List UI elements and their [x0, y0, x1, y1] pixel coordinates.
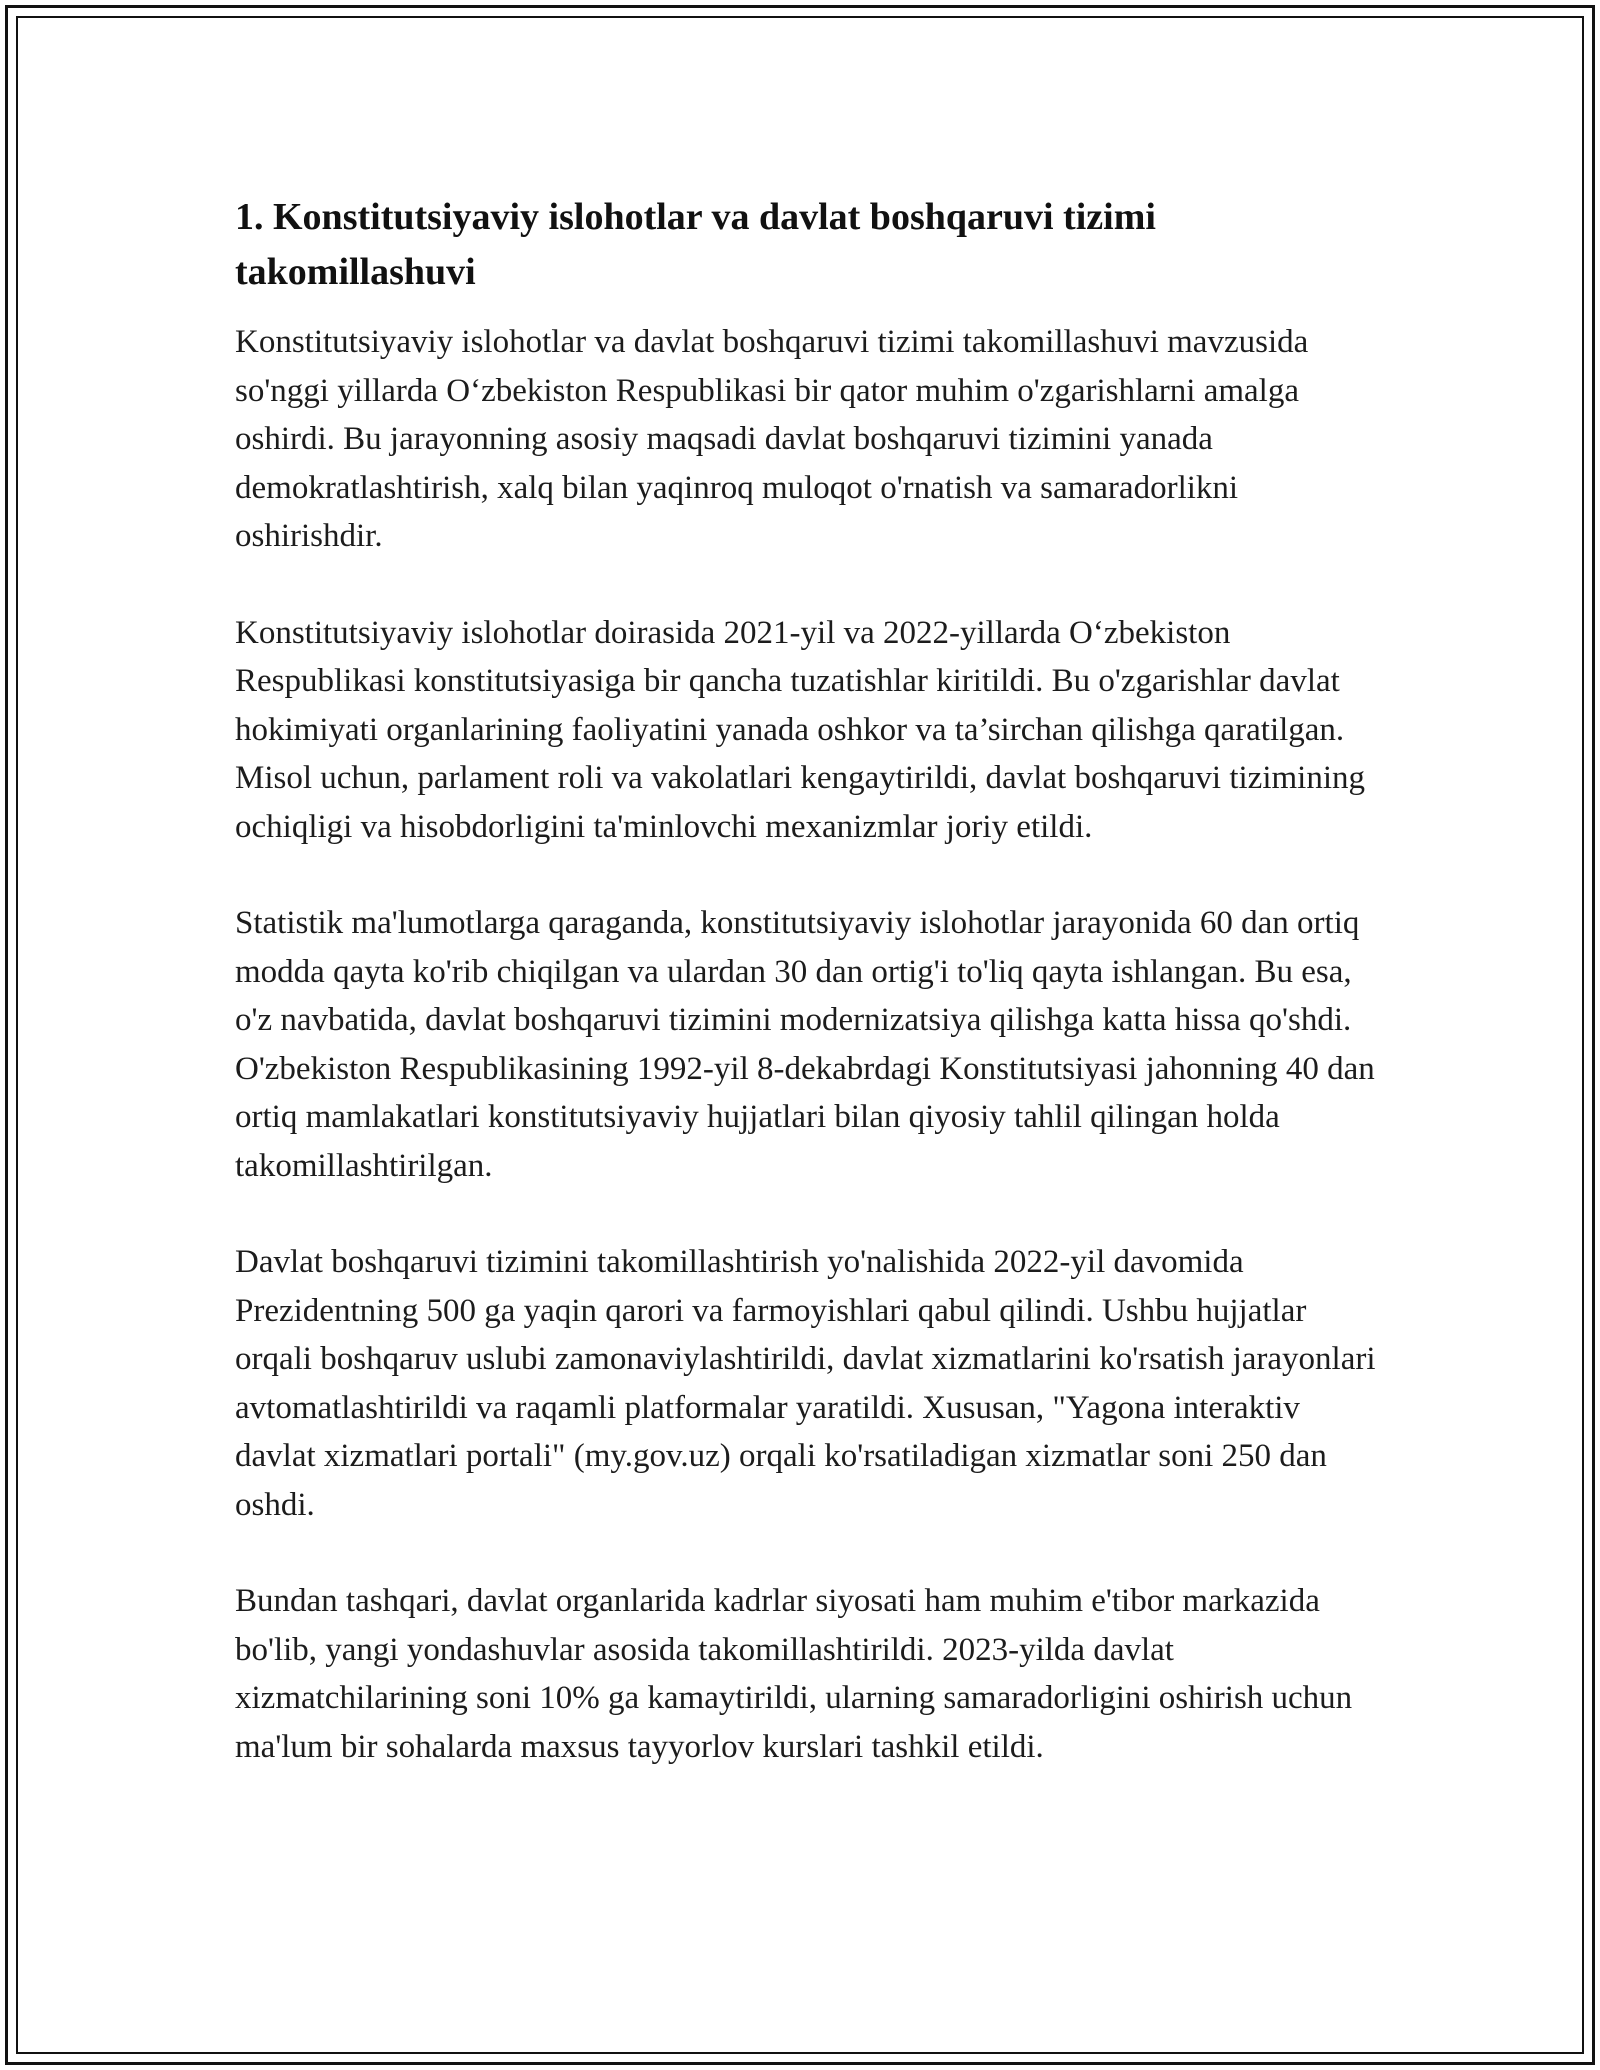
- paragraph-5: Bundan tashqari, davlat organlarida kadrlar siyosati ham muhim e'tibor markazida bo'lib, yangi yondashuvlar asosida takomillashtirildi. 2023-yilda davlat xizmatchilarining soni 10% ga kamaytirildi, ularning samaradorligini oshirish uchun ma'lum bir sohalarda maxsus tayyorlov kurslari tashkil etildi.: [235, 1583, 1353, 1765]
- paragraph-1: Konstitutsiyaviy islohotlar va davlat boshqaruvi tizimi takomillashuvi mavzusida so'nggi yillarda O‘zbekiston Respublikasi bir qator muhim o'zgarishlarni amalga oshirdi. Bu jarayonning asosiy maqsadi davlat boshqaruvi tizimini yanada demokratlashtirish, xalq bilan yaqinroq muloqot o'rnatish va samaradorlikni oshirishdir.: [235, 324, 1309, 554]
- section-title: 1. Konstitutsiyaviy islohotlar va davlat boshqaruvi tizimi takomillashuvi: [235, 196, 1156, 293]
- paragraph-4: Davlat boshqaruvi tizimini takomillashtirish yo'nalishida 2022-yil davomida Prezidentning 500 ga yaqin qarori va farmoyishlari qabul qilindi. Ushbu hujjatlar orqali boshqaruv uslubi zamonaviylashtirildi, davlat xizmatlarini ko'rsatish jarayonlari avtomatlashtirildi va raqamli platformalar yaratildi. Xususan, "Yagona interaktiv davlat xizmatlari portali" (my.gov.uz) orqali ko'rsatiladigan xizmatlar soni 250 dan oshdi.: [235, 1244, 1376, 1523]
- paragraph-3: Statistik ma'lumotlarga qaraganda, konstitutsiyaviy islohotlar jarayonida 60 dan ortiq modda qayta ko'rib chiqilgan va ulardan 30 dan ortig'i to'liq qayta ishlangan. Bu esa, o'z navbatida, davlat boshqaruvi tizimini modernizatsiya qilishga katta hissa qo'shdi. O'zbekiston Respublikasining 1992-yil 8-dekabrdagi Konstitutsiyasi jahonning 40 dan ortiq mamlakatlari konstitutsiyaviy hujjatlari bilan qiyosiy tahlil qilingan holda takomillashtirilgan.: [235, 905, 1375, 1184]
- paragraph-2: Konstitutsiyaviy islohotlar doirasida 2021-yil va 2022-yillarda O‘zbekiston Respublikasi konstitutsiyasiga bir qancha tuzatishlar kiritildi. Bu o'zgarishlar davlat hokimiyati organlarining faoliyatini yanada oshkor va ta’sirchan qilishga qaratilgan. Misol uchun, parlament roli va vakolatlari kengaytirildi, davlat boshqaruvi tizimining ochiqligi va hisobdorligini ta'minlovchi mexanizmlar joriy etildi.: [235, 614, 1365, 845]
- document-page: [235, 190, 1395, 1819]
